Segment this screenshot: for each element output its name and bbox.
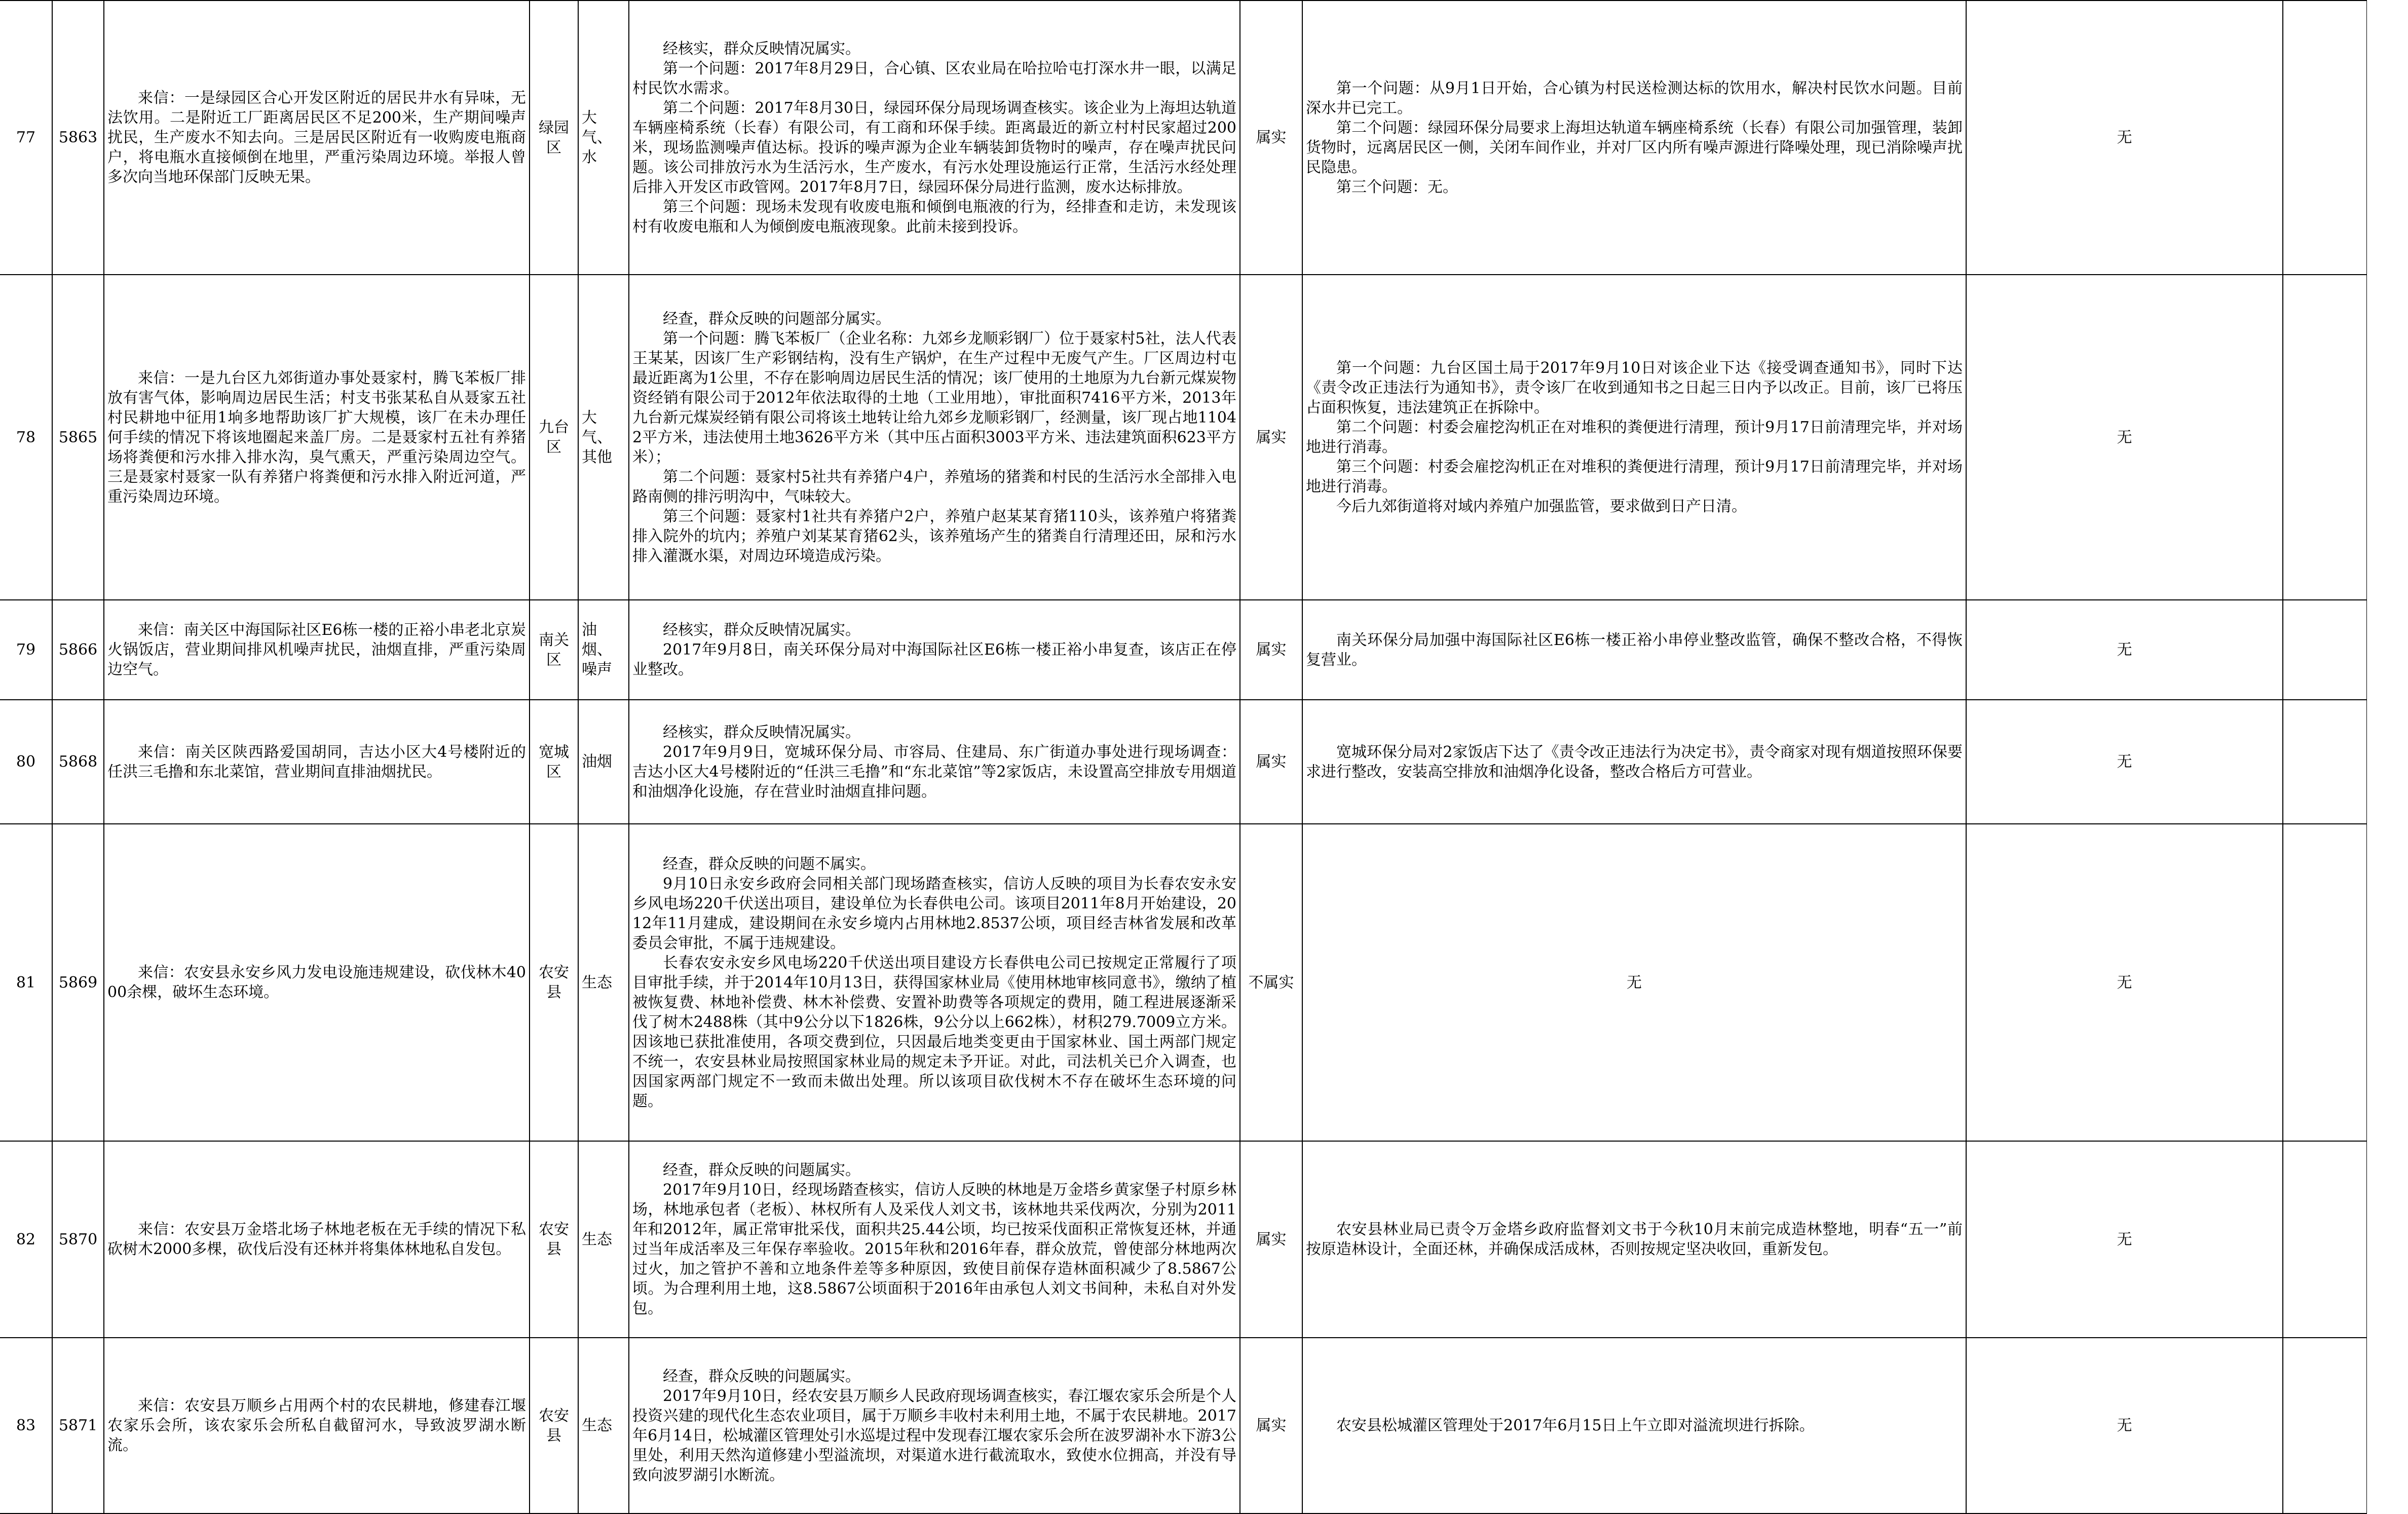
case-id: 5868 xyxy=(52,700,104,824)
findings-cell xyxy=(629,1338,1240,1513)
findings-cell-paragraph: 第三个问题：聂家村1社共有养猪户2户，养殖户赵某某育猪110头，该养殖户将猪粪排入院外的坑内；养殖户刘某某育猪62头，该养殖场产生的猪粪自行清理还田，尿和污水排入灌溉水渠，对周边环境造成污染。 xyxy=(632,507,1236,565)
findings-cell-paragraph: 2017年9月10日，经现场踏查核实，信访人反映的林地是万金塔乡黄家堡子村原乡林场，林地承包者（老板）、林权所有人及采伐人刘文书，该林地共采伐两次，分别为2011年和2012年，属正常审批采伐，面积共25.44公顷，均已按采伐面积正常恢复还林，并通过当年成活率及三年保存率验收。2015年秋和2016年春，群众放荒，曾使部分林地两次过火，加之管护不善和立地条件差等多种原因，致使目前保存造林面积减少了8.5867公顷。为合理利用土地，这8.5867公顷面积于2016年由承包人刘文书间种，未私自对外发包。 xyxy=(632,1181,1236,1317)
findings-cell xyxy=(629,275,1240,600)
verdict: 属实 xyxy=(1240,275,1302,600)
findings-cell xyxy=(629,824,1240,1141)
table-row xyxy=(0,700,2366,824)
case-id: 5865 xyxy=(52,275,104,600)
handling-cell-paragraph: 宽城环保分局对2家饭店下达了《责令改正违法行为决定书》，责令商家对现有烟道按照环保要求进行整改，安装高空排放和油烟净化设备，整改合格后方可营业。 xyxy=(1306,743,1963,781)
findings-cell-paragraph: 2017年9月8日，南关环保分局对中海国际社区E6栋一楼正裕小串复查，该店正在停业整改。 xyxy=(632,641,1236,678)
district: 九台区 xyxy=(530,275,578,600)
row-number: 77 xyxy=(0,1,52,275)
complaint-text: 来信：南关区陕西路爱国胡同，吉达小区大4号楼附近的任洪三毛撸和东北菜馆，营业期间直排油烟扰民。 xyxy=(107,743,526,781)
extra-column xyxy=(2283,824,2366,1141)
pollution-type: 生态 xyxy=(578,1141,629,1338)
findings-cell-paragraph: 第三个问题：现场未发现有收废电瓶和倾倒电瓶液的行为，经排查和走访，未发现该村有收废电瓶和人为倾倒废电瓶液现象。此前未接到投诉。 xyxy=(632,198,1236,236)
findings-cell-paragraph: 9月10日永安乡政府会同相关部门现场踏查核实，信访人反映的项目为长春农安永安乡风电场220千伏送出项目，建设单位为长春供电公司。该项目2011年8月开始建设，2012年11月建成，建设期间在永安乡境内占用林地2.8537公顷，项目经吉林省发展和改革委员会审批，不属于违规建设。 xyxy=(632,875,1236,952)
findings-cell-paragraph: 2017年9月10日，经农安县万顺乡人民政府现场调查核实，春江堰农家乐会所是个人投资兴建的现代化生态农业项目，属于万顺乡丰收村未利用土地，不属于农民耕地。2017年6月14日，松城灌区管理处引水巡堤过程中发现春江堰农家乐会所在波罗湖补水下游3公里处，利用天然沟道修建小型溢流坝，对渠道水进行截流取水，致使水位拥高，并没有导致向波罗湖引水断流。 xyxy=(632,1387,1236,1484)
table-row xyxy=(0,1338,2366,1513)
pollution-type: 大气、其他 xyxy=(578,275,629,600)
verdict: 属实 xyxy=(1240,700,1302,824)
pollution-type: 油烟、噪声 xyxy=(578,600,629,700)
accountability: 无 xyxy=(1966,1141,2283,1338)
complaint-cell xyxy=(104,1338,530,1513)
findings-cell xyxy=(629,1141,1240,1338)
complaint-text: 来信：农安县永安乡风力发电设施违规建设，砍伐林木4000余棵，破坏生态环境。 xyxy=(107,964,526,1001)
accountability: 无 xyxy=(1966,1,2283,275)
findings-cell-paragraph: 经核实，群众反映情况属实。 xyxy=(663,40,860,58)
pollution-type: 生态 xyxy=(578,824,629,1141)
findings-cell-paragraph: 经核实，群众反映情况属实。 xyxy=(663,621,860,639)
case-id: 5871 xyxy=(52,1338,104,1513)
row-number: 81 xyxy=(0,824,52,1141)
complaint-text: 来信：南关区中海国际社区E6栋一楼的正裕小串老北京炭火锅饭店，营业期间排风机噪声扰民，油烟直排，严重污染周边空气。 xyxy=(107,621,526,678)
extra-column xyxy=(2283,700,2366,824)
table-body xyxy=(0,1,2366,1513)
complaint-text: 来信：农安县万顺乡占用两个村的农民耕地，修建春江堰农家乐会所，该农家乐会所私自截留河水，导致波罗湖水断流。 xyxy=(107,1397,526,1454)
findings-cell-paragraph: 经查，群众反映的问题不属实。 xyxy=(663,855,876,873)
findings-cell-paragraph: 第二个问题：2017年8月30日，绿园环保分局现场调查核实。该企业为上海坦达轨道车辆座椅系统（长春）有限公司，有工商和环保手续。距离最近的新立村村民家超过200米，现场监测噪声值达标。投诉的噪声源为企业车辆装卸货物时的噪声，存在噪声扰民问题。该公司排放污水为生活污水，生产废水，有污水处理设施运行正常，生活污水经处理后排入开发区市政管网。2017年8月7日，绿园环保分局进行监测，废水达标排放。 xyxy=(632,99,1236,196)
district: 宽城区 xyxy=(530,700,578,824)
accountability: 无 xyxy=(1966,824,2283,1141)
findings-cell-paragraph: 经查，群众反映的问题属实。 xyxy=(663,1161,860,1179)
verdict: 不属实 xyxy=(1240,824,1302,1141)
handling-cell-paragraph: 第二个问题：绿园环保分局要求上海坦达轨道车辆座椅系统（长春）有限公司加强管理，装卸货物时，远离居民区一侧，关闭车间作业，并对厂区内所有噪声源进行降噪处理，现已消除噪声扰民隐患。 xyxy=(1306,119,1963,176)
findings-cell-paragraph: 2017年9月9日，宽城环保分局、市容局、住建局、东广街道办事处进行现场调查：吉达小区大4号楼附近的“任洪三毛撸”和“东北菜馆”等2家饭店，未设置高空排放专用烟道和油烟净化设施，存在营业时油烟直排问题。 xyxy=(632,743,1236,801)
handling-cell-paragraph: 第二个问题：村委会雇挖沟机正在对堆积的粪便进行清理，预计9月17日前清理完毕，并对场地进行消毒。 xyxy=(1306,419,1963,456)
row-number: 79 xyxy=(0,600,52,700)
complaint-text: 来信：一是绿园区合心开发区附近的居民井水有异味，无法饮用。二是附近工厂距离居民区不足200米，生产期间噪声扰民，生产废水不知去向。三是居民区附近有一收购废电瓶商户，将电瓶水直接倾倒在地里，严重污染周边环境。举报人曾多次向当地环保部门反映无果。 xyxy=(107,89,526,186)
handling-cell-paragraph: 南关环保分局加强中海国际社区E6栋一楼正裕小串停业整改监管，确保不整改合格，不得恢复营业。 xyxy=(1306,631,1963,669)
accountability: 无 xyxy=(1966,275,2283,600)
extra-column xyxy=(2283,600,2366,700)
handling-cell xyxy=(1302,1,1966,275)
row-number: 80 xyxy=(0,700,52,824)
findings-cell-paragraph: 第一个问题：腾飞苯板厂（企业名称：九郊乡龙顺彩钢厂）位于聂家村5社，法人代表王某某，因该厂生产彩钢结构，没有生产锅炉，在生产过程中无废气产生。厂区周边村屯最近距离为1公里，不存在影响周边居民生活的情况；该厂使用的土地原为九台新元煤炭物资经销有限公司于2012年依法取得的土地（工业用地），审批面积7416平方米，2013年九台新元煤炭经销有限公司将该土地转让给九郊乡龙顺彩钢厂，经测量，该厂现占地11042平方米，违法使用土地3626平方米（其中压占面积3003平方米、违法建筑面积623平方米）； xyxy=(632,329,1236,466)
findings-cell-paragraph: 第二个问题：聂家村5社共有养猪户4户，养殖场的猪粪和村民的生活污水全部排入电路南侧的排污明沟中，气味较大。 xyxy=(632,468,1236,506)
complaint-cell xyxy=(104,1141,530,1338)
extra-column xyxy=(2283,275,2366,600)
case-id: 5866 xyxy=(52,600,104,700)
table-row xyxy=(0,275,2366,600)
extra-column xyxy=(2283,1,2366,275)
complaint-cell xyxy=(104,700,530,824)
findings-cell-paragraph: 长春农安永安乡风电场220千伏送出项目建设方长春供电公司已按规定正常履行了项目审批手续，并于2014年10月13日，获得国家林业局《使用林地审核同意书》，缴纳了植被恢复费、林地补偿费、林木补偿费、安置补助费等各项规定的费用，随工程进展逐渐采伐了树木2488株（其中9公分以下1826株，9公分以上662株），材积279.7009立方米。因该地已获批准使用，各项交费到位，只因最后地类变更由于国家林业、国土两部门规定不统一，农安县林业局按照国家林业局的规定未予开证。对此，司法机关已介入调查，也因国家两部门规定不一致而未做出处理。所以该项目砍伐树木不存在破坏生态环境的问题。 xyxy=(632,954,1236,1110)
accountability: 无 xyxy=(1966,1338,2283,1513)
complaint-cell xyxy=(104,275,530,600)
table-row xyxy=(0,824,2366,1141)
accountability: 无 xyxy=(1966,600,2283,700)
verdict: 属实 xyxy=(1240,1338,1302,1513)
complaint-text: 来信：一是九台区九郊街道办事处聂家村，腾飞苯板厂排放有害气体，影响周边居民生活；村支书张某私自从聂家五社村民耕地中征用1垧多地帮助该厂扩大规模，该厂在未办理任何手续的情况下将该地圈起来盖厂房。二是聂家村五社有养猪场将粪便和污水排入排水沟，臭气熏天，严重污染周边空气。三是聂家村聂家一队有养猪户将粪便和污水排入附近河道，严重污染周边环境。 xyxy=(107,369,526,506)
handling-cell-paragraph: 第一个问题：从9月1日开始，合心镇为村民送检测达标的饮用水，解决村民饮水问题。目前深水井已完工。 xyxy=(1306,79,1963,117)
table-row xyxy=(0,1141,2366,1338)
row-number: 78 xyxy=(0,275,52,600)
handling-cell-paragraph: 今后九郊街道将对域内养殖户加强监管，要求做到日产日清。 xyxy=(1336,498,1747,515)
findings-cell xyxy=(629,1,1240,275)
findings-cell xyxy=(629,700,1240,824)
case-id: 5863 xyxy=(52,1,104,275)
complaint-cell xyxy=(104,1,530,275)
findings-cell-paragraph: 经核实，群众反映情况属实。 xyxy=(663,723,860,741)
verdict: 属实 xyxy=(1240,600,1302,700)
verdict: 属实 xyxy=(1240,1141,1302,1338)
findings-cell-paragraph: 经查，群众反映的问题属实。 xyxy=(663,1367,860,1385)
row-number: 82 xyxy=(0,1141,52,1338)
handling-cell-paragraph: 农安县林业局已责令万金塔乡政府监督刘文书于今秋10月末前完成造林整地，明春“五一”前按原造林设计，全面还林，并确保成活成林，否则按规定坚决收回，重新发包。 xyxy=(1306,1221,1963,1258)
findings-cell-paragraph: 经查，群众反映的问题部分属实。 xyxy=(663,310,891,328)
extra-column xyxy=(2283,1141,2366,1338)
handling-cell xyxy=(1302,275,1966,600)
verdict: 属实 xyxy=(1240,1,1302,275)
findings-cell xyxy=(629,600,1240,700)
district: 农安县 xyxy=(530,1338,578,1513)
accountability: 无 xyxy=(1966,700,2283,824)
complaint-cell xyxy=(104,824,530,1141)
handling-cell: 无 xyxy=(1302,824,1966,1141)
table-row xyxy=(0,1,2366,275)
handling-cell-paragraph: 第三个问题：无。 xyxy=(1336,178,1458,196)
district: 农安县 xyxy=(530,824,578,1141)
pollution-type: 生态 xyxy=(578,1338,629,1513)
handling-cell-paragraph: 第一个问题：九台区国土局于2017年9月10日对该企业下达《接受调查通知书》，同时下达《责令改正违法行为通知书》，责令该厂在收到通知书之日起三日内予以改正。目前，该厂已将压占面积恢复，违法建筑正在拆除中。 xyxy=(1306,359,1963,417)
extra-column xyxy=(2283,1338,2366,1513)
row-number: 83 xyxy=(0,1338,52,1513)
handling-cell-paragraph: 第三个问题：村委会雇挖沟机正在对堆积的粪便进行清理，预计9月17日前清理完毕，并对场地进行消毒。 xyxy=(1306,458,1963,496)
complaint-cell xyxy=(104,600,530,700)
handling-cell-paragraph: 农安县松城灌区管理处于2017年6月15日上午立即对溢流坝进行拆除。 xyxy=(1336,1417,1815,1434)
district: 南关区 xyxy=(530,600,578,700)
pollution-type: 油烟 xyxy=(578,700,629,824)
complaint-text: 来信：农安县万金塔北场子林地老板在无手续的情况下私砍树木2000多棵，砍伐后没有还林并将集体林地私自发包。 xyxy=(107,1221,526,1258)
handling-cell xyxy=(1302,700,1966,824)
district: 绿园区 xyxy=(530,1,578,275)
table-row xyxy=(0,600,2366,700)
district: 农安县 xyxy=(530,1141,578,1338)
findings-cell-paragraph: 第一个问题：2017年8月29日，合心镇、区农业局在哈拉哈屯打深水井一眼，以满足村民饮水需求。 xyxy=(632,59,1236,97)
handling-cell xyxy=(1302,1338,1966,1513)
handling-cell xyxy=(1302,600,1966,700)
pollution-type: 大气、水 xyxy=(578,1,629,275)
handling-cell xyxy=(1302,1141,1966,1338)
case-id: 5870 xyxy=(52,1141,104,1338)
case-id: 5869 xyxy=(52,824,104,1141)
